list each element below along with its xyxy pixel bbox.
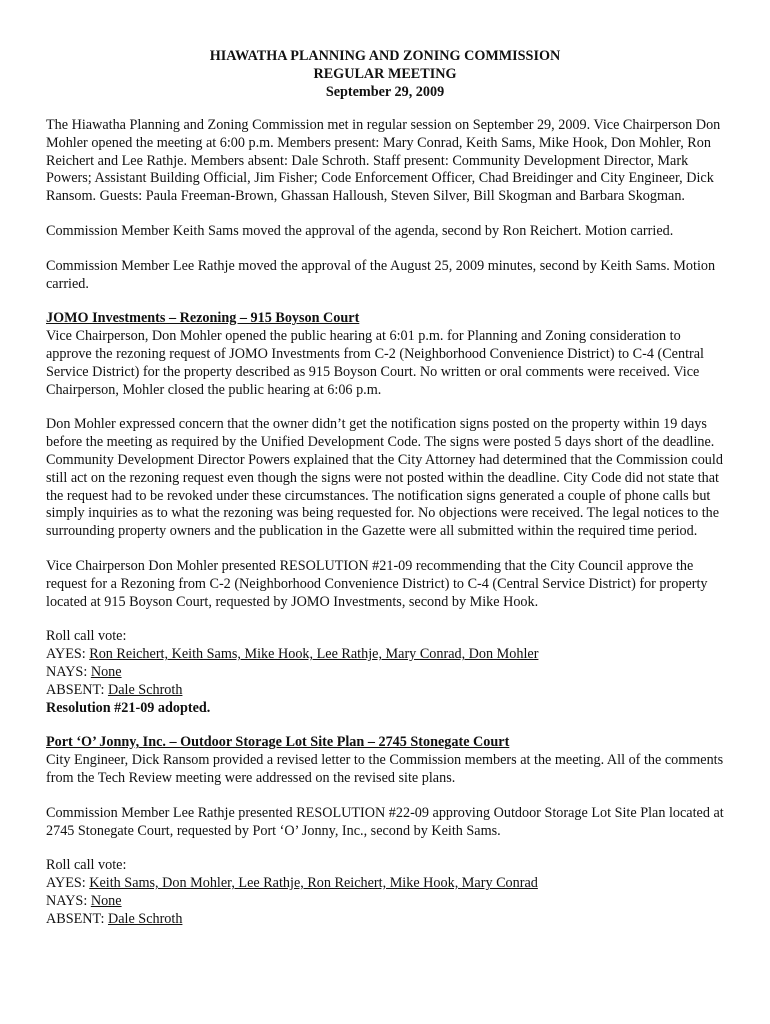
absent-label: ABSENT: [46,681,108,698]
agenda-motion: Commission Member Keith Sams moved the approval of the agenda, second by Ron Reichert. Motion carried. [46,222,674,239]
engineer-paragraph: City Engineer, Dick Ransom provided a revised letter to the Commission members at the meeting. All of the comments from the Tech Review meeting were addressed on the revised site plans. [46,752,724,786]
ayes-names: Ron Reichert, Keith Sams, Mike Hook, Lee Rathje, Mary Conrad, Don Mohler [89,646,539,663]
document-header [46,47,724,101]
resolution-outcome: Resolution #21-09 adopted. [46,699,211,716]
section-heading: JOMO Investments – Rezoning – 915 Boyson Court [46,310,360,327]
ayes-line [46,646,724,664]
section-jomo [46,310,724,717]
absent-line [46,682,724,700]
nays-names: None [90,663,122,680]
nays-names: None [90,892,122,909]
public-hearing-paragraph: Vice Chairperson, Don Mohler opened the public hearing at 6:01 p.m. for Planning and Zoning consideration to approve the rezoning request of JOMO Investments from C-2 (Neighborhood Convenience District) to C-4 (Central Service District) for the property described as 915 Boyson Court. No written or oral comments were received. Vice Chairperson, Mohler closed the public hearing at 6:06 p.m. [46,328,704,398]
resolution-paragraph: Vice Chairperson Don Mohler presented RESOLUTION #21-09 recommending that the City Council approve the request for a Rezoning from C-2 (Neighborhood Convenience District) to C-4 (Central Service District) for property located at 915 Boyson Court, requested by JOMO Investments, second by Mike Hook. [46,557,708,610]
nays-label: NAYS: [46,892,91,909]
nays-label: NAYS: [46,663,91,680]
absent-names: Dale Schroth [107,681,183,698]
roll-call-label: Roll call vote: [46,857,127,874]
ayes-line [46,875,724,893]
absent-label: ABSENT: [46,910,108,927]
nays-line [46,664,724,682]
minutes-motion: Commission Member Lee Rathje moved the approval of the August 25, 2009 minutes, second by Keith Sams. Motion carried. [46,257,716,292]
discussion-paragraph: Don Mohler expressed concern that the owner didn’t get the notification signs posted on the property within 19 days before the meeting as required by the Unified Development Code. The signs were posted 5 days short of the deadline. Community Development Director Powers explained that the City Attorney had determined that the Commission could still act on the rezoning request even though the signs were not posted within the deadline. City Code did not state that the request had to be revoked under these circumstances. The notification signs generated a couple of phone calls but simply inquiries as to what the rezoning was being requested for. No objections were received. The legal notices to the surrounding property owners and the publication in the Gazette were all submitted within the required time period. [46,416,723,540]
ayes-names: Keith Sams, Don Mohler, Lee Rathje, Ron Reichert, Mike Hook, Mary Conrad [89,875,538,892]
roll-call-vote [46,857,724,928]
ayes-label: AYES: [46,646,90,663]
absent-names: Dale Schroth [107,910,183,927]
nays-line [46,893,724,911]
section-heading: Port ‘O’ Jonny, Inc. – Outdoor Storage Lot Site Plan – 2745 Stonegate Court [46,734,510,751]
section-port-o-jonny [46,734,724,928]
resolution-paragraph: Commission Member Lee Rathje presented RESOLUTION #22-09 approving Outdoor Storage Lot Site Plan located at 2745 Stonegate Court, requested by Port ‘O’ Jonny, Inc., second by Keith Sams. [46,804,724,839]
absent-line [46,911,724,929]
ayes-label: AYES: [46,875,90,892]
roll-call-label: Roll call vote: [46,628,127,645]
meeting-type: REGULAR MEETING [313,66,457,82]
intro-paragraph: The Hiawatha Planning and Zoning Commission met in regular session on September 29, 2009. Vice Chairperson Don Mohler opened the meeting at 6:00 p.m. Members present: Mary Conrad, Keith Sams, Mike Hook, Don Mohler, Ron Reichert and Lee Rathje. Members absent: Dale Schroth. Staff present: Community Development Director, Mark Powers; Assistant Building Official, Jim Fisher; Code Enforcement Officer, Chad Breidinger and City Engineer, Dick Ransom. Guests: Paula Freeman-Brown, Ghassan Halloush, Steven Silver, Bill Skogman and Barbara Skogman. [46,117,721,205]
meeting-date: September 29, 2009 [325,84,445,100]
commission-title: HIAWATHA PLANNING AND ZONING COMMISSION [209,48,561,64]
roll-call-vote [46,628,724,717]
